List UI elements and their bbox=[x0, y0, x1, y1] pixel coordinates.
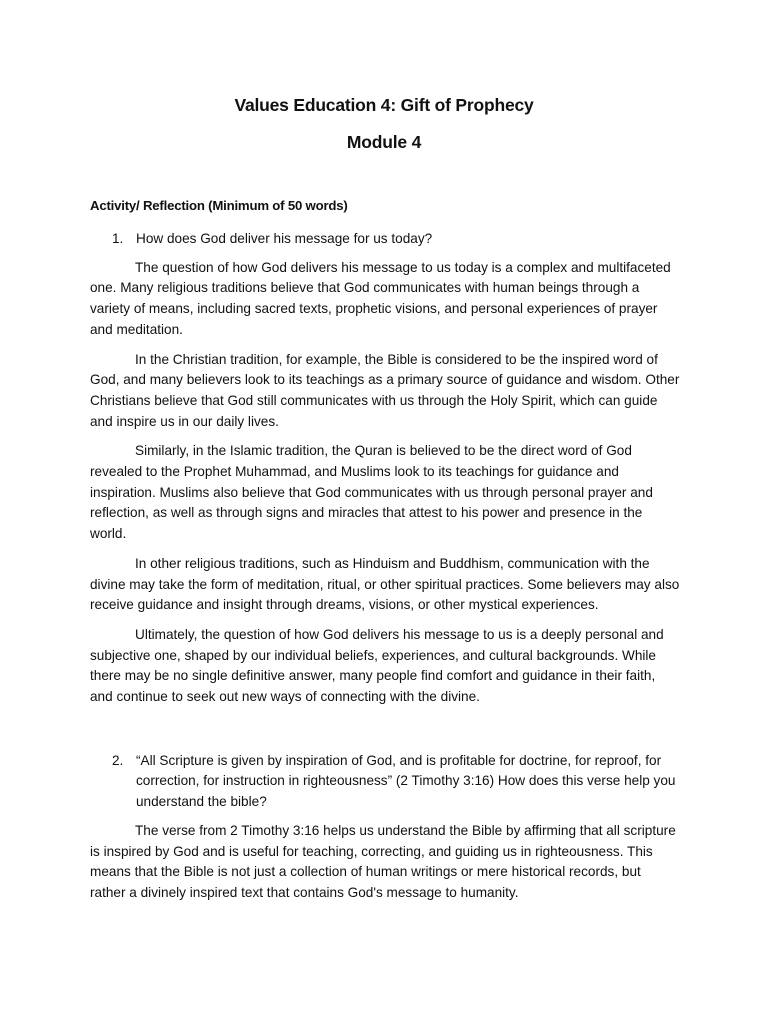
answer-paragraph: In the Christian tradition, for example, the Bible is considered to be the inspired word of God, and many believers look to its teachings as a primary source of guidance and wisdom. Other Christians believe that God still communicates with us through the Holy Spirit, which can guide and inspire us in our daily lives. bbox=[90, 351, 680, 429]
question-number: 2. bbox=[112, 752, 124, 768]
answer-paragraph: The question of how God delivers his message to us today is a complex and multifaceted one. Many religious traditions believe that God communicates with human beings through a variety of means, including sacred texts, prophetic visions, and personal experiences of prayer and meditation. bbox=[90, 259, 671, 337]
answer-paragraph: In other religious traditions, such as Hinduism and Buddhism, communication with the divine may take the form of meditation, ritual, or other spiritual practices. Some believers may also receive guidance and insight through dreams, visions, or other mystical experiences. bbox=[90, 555, 680, 613]
section-gap bbox=[90, 717, 680, 751]
question-number: 1. bbox=[112, 231, 124, 246]
answer-paragraph: Ultimately, the question of how God delivers his message to us is a deeply personal and subjective one, shaped by our individual beliefs, experiences, and cultural backgrounds. While there may be no single definitive answer, many people find comfort and guidance in their faith, and continue to seek out new ways of connecting with the divine. bbox=[90, 626, 664, 705]
question-1 bbox=[90, 229, 680, 250]
document-content bbox=[90, 229, 680, 913]
activity-heading: Activity/ Reflection (Minimum of 50 words) bbox=[90, 198, 348, 213]
document-title: Values Education 4: Gift of Prophecy bbox=[234, 95, 534, 115]
module-title: Module 4 bbox=[346, 132, 422, 152]
answer-paragraph: Similarly, in the Islamic tradition, the Quran is believed to be the direct word of God revealed to the Prophet Muhammad, and Muslims look to its teachings for guidance and inspiration. Muslims also believe that God communicates with us through personal prayer and reflection, as well as through signs and miracles that attest to his power and presence in the world. bbox=[90, 443, 653, 542]
question-2 bbox=[90, 751, 680, 813]
answer-paragraph: The verse from 2 Timothy 3:16 helps us understand the Bible by affirming that all scripture is inspired by God and is useful for teaching, correcting, and guiding us in righteousness. This means that the Bible is not just a collection of human writings or mere historical records, but rather a divinely inspired text that contains God's message to humanity. bbox=[90, 822, 676, 900]
question-text: “All Scripture is given by inspiration of God, and is profitable for doctrine, for reproof, for correction, for instruction in righteousness” (2 Timothy 3:16) How does this verse help you understand the bible? bbox=[136, 752, 676, 810]
question-text: How does God deliver his message for us today? bbox=[136, 231, 433, 246]
